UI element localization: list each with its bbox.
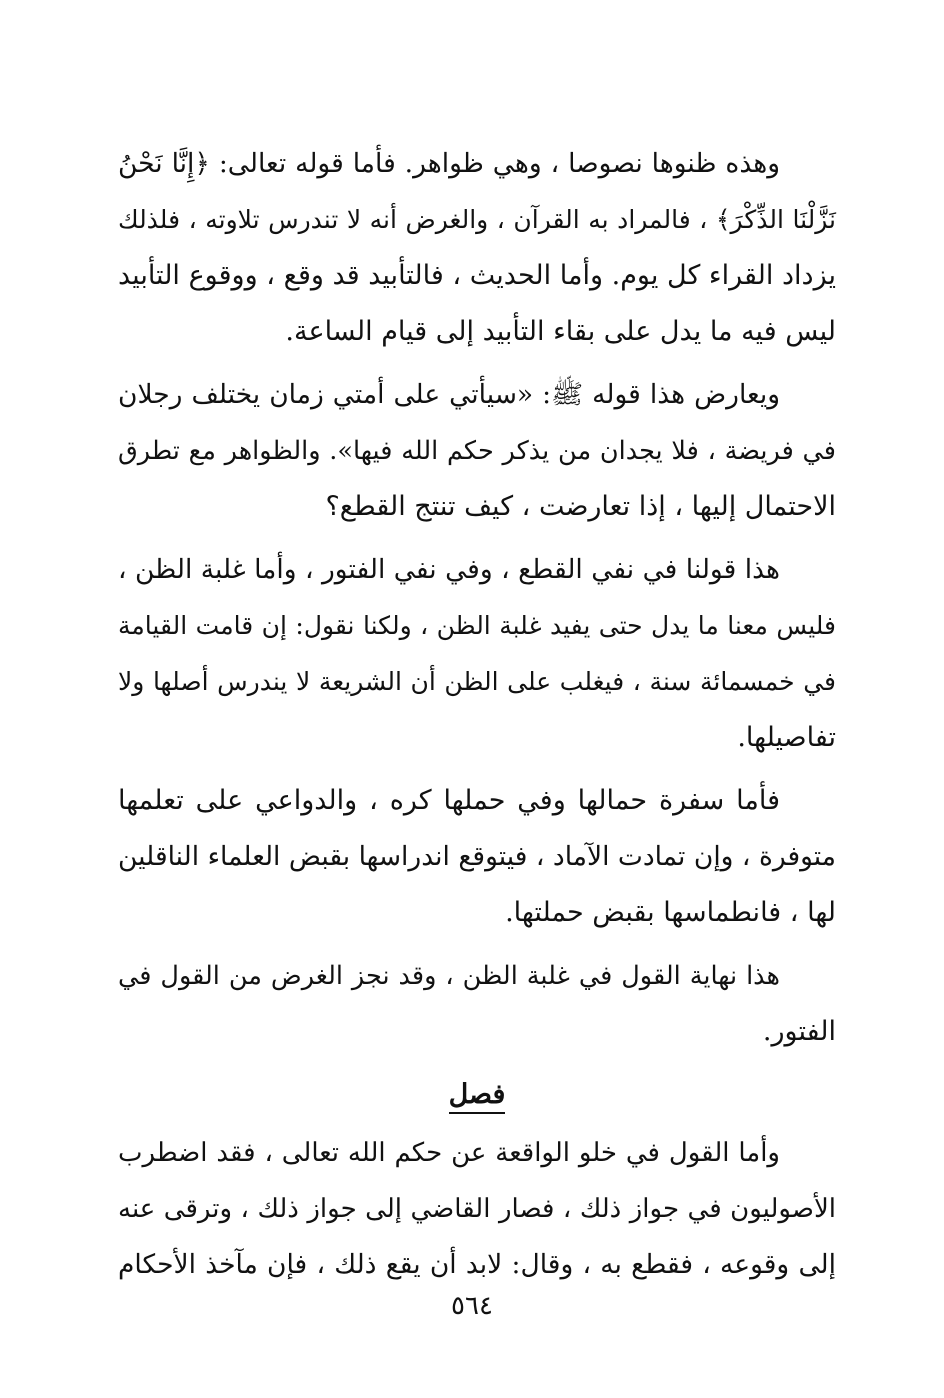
page-body <box>118 136 836 1300</box>
text-line: في فريضة ، فلا يجدان من يذكر حكم الله فيها». والظواهر مع تطرق <box>118 436 836 466</box>
text-line: وهذه ظنوها نصوصا ، وهي ظواهر. فأما قوله تعالى: ﴿إِنَّا نَحْنُ <box>118 148 780 179</box>
text-line: متوفرة ، وإن تمادت الآماد ، فيتوقع اندراسها بقبض العلماء الناقلين <box>118 841 836 872</box>
text-line: الفتور. <box>762 1016 836 1047</box>
text-line: لها ، فانطماسها بقبض حملتها. <box>505 897 836 928</box>
text-line: ويعارض هذا قوله ﷺ: «سيأتي على أمتي زمان يختلف رجلان <box>118 379 780 410</box>
paragraph-5 <box>118 948 836 1060</box>
text-line: فليس معنا ما يدل حتى يفيد غلبة الظن ، ولكنا نقول: إن قامت القيامة <box>118 611 836 640</box>
text-line: إلى وقوعه ، فقطع به ، وقال: لابد أن يقع ذلك ، فإن مآخذ الأحكام <box>118 1249 836 1280</box>
paragraph-1 <box>118 136 836 360</box>
text-line: يزداد القراء كل يوم. وأما الحديث ، فالتأبيد قد وقع ، ووقوع التأبيد <box>118 260 836 291</box>
text-line: الاحتمال إليها ، إذا تعارضت ، كيف تنتج القطع؟ <box>325 491 836 522</box>
text-line: تفاصيلها. <box>737 722 836 753</box>
text-line: الأصوليون في جواز ذلك ، فصار القاضي إلى جواز ذلك ، وترقى عنه <box>118 1194 836 1224</box>
text-line: في خمسمائة سنة ، فيغلب على الظن أن الشريعة لا يندرس أصلها ولا <box>118 667 836 696</box>
text-line: نَزَّلْنَا الذِّكْرَ﴾ ، فالمراد به القرآن ، والغرض أنه لا تندرس تلاوته ، فلذلك <box>118 205 836 234</box>
text-line: هذا نهاية القول في غلبة الظن ، وقد نجز الغرض من القول في <box>118 961 780 991</box>
page-number: ٥٦٤ <box>451 1291 493 1321</box>
section-heading <box>118 1067 836 1123</box>
text-line: ليس فيه ما يدل على بقاء التأبيد إلى قيام الساعة. <box>285 316 836 347</box>
text-line: وأما القول في خلو الواقعة عن حكم الله تعالى ، فقد اضطرب <box>118 1138 780 1168</box>
text-line: هذا قولنا في نفي القطع ، وفي نفي الفتور ، وأما غلبة الظن ، <box>118 554 780 585</box>
text-line: فأما سفرة حمالها وفي حملها كره ، والدواعي على تعلمها <box>118 785 780 816</box>
section-heading-text: فصل <box>449 1079 506 1114</box>
paragraph-2 <box>118 367 836 535</box>
paragraph-4 <box>118 773 836 941</box>
section-paragraph <box>118 1125 836 1293</box>
paragraph-3 <box>118 542 836 766</box>
